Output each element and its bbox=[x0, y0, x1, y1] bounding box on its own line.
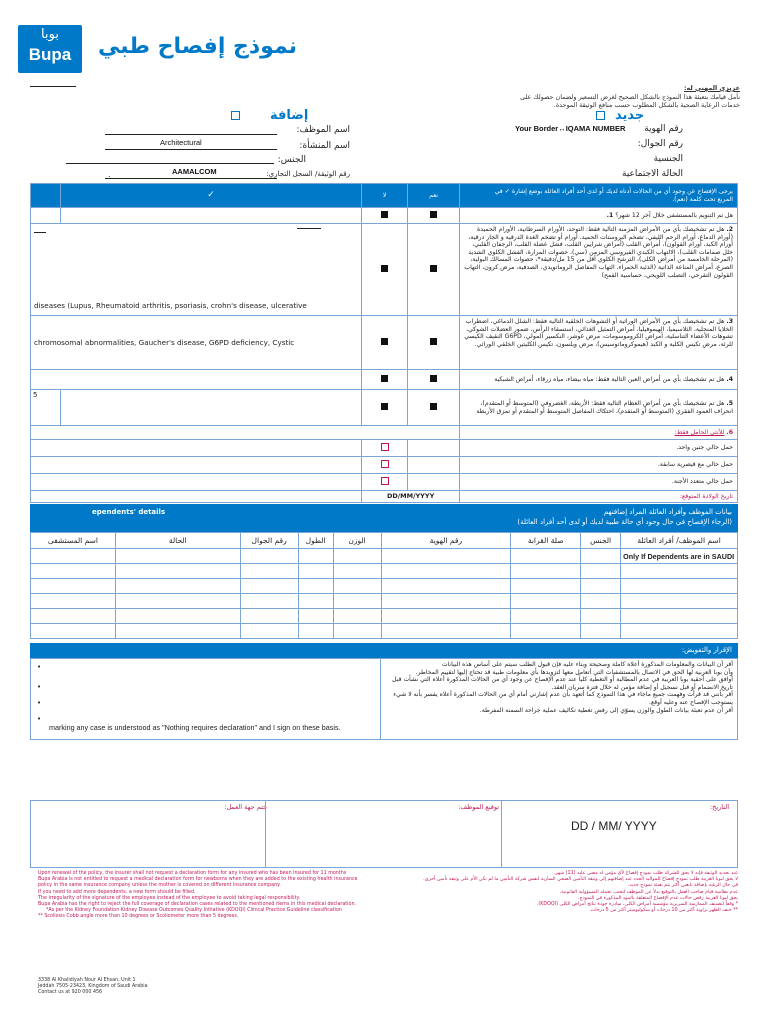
question-no-4[interactable] bbox=[362, 370, 408, 390]
dash-mark-2 bbox=[34, 232, 46, 233]
logo-arabic: بوبا bbox=[41, 27, 59, 42]
declaration-left-panel bbox=[31, 659, 381, 739]
cell[interactable] bbox=[115, 564, 240, 579]
address-line-3: Contact us at 920 000 456 bbox=[38, 990, 103, 996]
cell[interactable] bbox=[621, 624, 738, 639]
question-row-5 bbox=[31, 390, 738, 426]
cell[interactable] bbox=[333, 564, 381, 579]
cell[interactable] bbox=[333, 609, 381, 624]
q6-check-3[interactable] bbox=[362, 474, 408, 491]
cell[interactable] bbox=[115, 624, 240, 639]
question-text-1 bbox=[460, 208, 738, 224]
dependents-header-en: ependents' details bbox=[92, 508, 166, 516]
question-yes-5[interactable] bbox=[408, 390, 460, 426]
employee-name-field[interactable] bbox=[105, 134, 277, 135]
question-row-2 bbox=[31, 224, 738, 316]
questions-header-row bbox=[31, 184, 738, 208]
note-en-7: *As per the Kidney Foundation Kidney Disease Outcomes Quality Initiative (KDOQI) Clinical Practice Guideline classification bbox=[46, 908, 342, 914]
question-row-4 bbox=[31, 370, 738, 390]
question-text-4 bbox=[460, 370, 738, 390]
declaration-en-text: marking any case is understood as "Nothing requires declaration" and I sign on these basis. bbox=[49, 723, 341, 732]
cell[interactable] bbox=[621, 594, 738, 609]
dependent-row bbox=[31, 609, 738, 624]
question-blank-1 bbox=[60, 208, 361, 224]
nationality-label: الجنسية bbox=[653, 154, 683, 164]
dependents-header-row bbox=[31, 533, 738, 549]
note-ar-6: * وفقاً لتصنيف الممارسة السريرية مؤسسة أمراض الكلى، مبادرة جودة نتائج أمراض الكلى (KDOQI). bbox=[536, 902, 738, 908]
decl-bullet-3: • bbox=[37, 699, 42, 707]
cell[interactable] bbox=[298, 609, 333, 624]
q6-text-1: حمل حالي جنين واحد. bbox=[460, 440, 738, 457]
cr-label: رقم الوثيقة/ السجل التجاري: bbox=[266, 170, 350, 178]
no-checkbox-1[interactable] bbox=[381, 211, 388, 218]
dependents-note: Only If Dependents are in SAUDI bbox=[621, 549, 738, 564]
q6-text-3: حمل حالي متعدد الأجنة. bbox=[460, 474, 738, 491]
intro-heading: عزيزي المهني له: bbox=[683, 84, 740, 92]
no-checkbox-2[interactable] bbox=[381, 265, 388, 272]
id-number-label: رقم الهوية bbox=[644, 124, 683, 134]
question-left-3 bbox=[31, 316, 362, 370]
q6-checkbox-1[interactable] bbox=[381, 443, 389, 451]
cell[interactable] bbox=[581, 549, 621, 564]
question-1-label: هل تم التنويم بالمستشفى خلال آخر 12 شهر؟ bbox=[615, 211, 733, 219]
note-ar-4: عدم نظامية قيام صاحب العمل بالتوقيع بدلاً عن الموظف لتجنب تحمله المسؤولية القانونية. bbox=[559, 889, 738, 895]
cell[interactable] bbox=[115, 549, 240, 564]
cell[interactable] bbox=[581, 624, 621, 639]
medical-questions-table bbox=[30, 183, 738, 503]
question-4-num: 4. bbox=[726, 375, 733, 383]
question-yes-4[interactable] bbox=[408, 370, 460, 390]
col-mobile: رقم الجوال bbox=[240, 533, 298, 549]
cell[interactable] bbox=[31, 549, 116, 564]
cr-dot: . bbox=[108, 170, 111, 179]
gender-label: الجنس: bbox=[277, 155, 306, 165]
cell[interactable] bbox=[621, 609, 738, 624]
employee-name-label: اسم الموظف: bbox=[296, 125, 350, 135]
cell[interactable] bbox=[115, 594, 240, 609]
note-ar-5: يحق لبوبا العربية رفض حالات عدم الإفصاح المتعلقة بالبنود المذكورة في النموذج. bbox=[578, 895, 738, 901]
dependent-row bbox=[31, 594, 738, 609]
question-left-4 bbox=[31, 370, 362, 390]
question-6-title-row bbox=[31, 426, 738, 440]
question-yes-2[interactable] bbox=[408, 224, 460, 316]
header-check: ✓ bbox=[60, 184, 361, 208]
question-2-num: 2. bbox=[726, 226, 733, 233]
intro-line-2: خدمات الرعاية الصحية بالشكل المطلوب حسب منافع الوثيقة الموحدة. bbox=[553, 101, 740, 109]
q6-check-2[interactable] bbox=[362, 457, 408, 474]
option-add-checkbox[interactable] bbox=[231, 111, 240, 120]
decl-ar-line-1: أقر أن البيانات والمعلومات المذكورة أعلاه كاملة وصحيحة وبناء عليه فإن قبول الطلب سيتم على أساس هذه البيانات bbox=[441, 661, 733, 668]
notes-en bbox=[38, 871, 368, 921]
q6-check-1[interactable] bbox=[362, 440, 408, 457]
cell[interactable] bbox=[333, 579, 381, 594]
cell[interactable] bbox=[115, 609, 240, 624]
cell[interactable] bbox=[31, 564, 116, 579]
col-condition: الحالة bbox=[115, 533, 240, 549]
declaration-box bbox=[30, 658, 738, 740]
cell[interactable] bbox=[240, 549, 298, 564]
cr-field bbox=[105, 178, 277, 179]
cell[interactable] bbox=[621, 579, 738, 594]
cell[interactable] bbox=[581, 594, 621, 609]
note-en-8: ** Scoliosis Cobb angle more than 10 degrees or Scoliometer more than 5 degrees. bbox=[38, 914, 239, 920]
col-height: الطول bbox=[298, 533, 333, 549]
yes-checkbox-4[interactable] bbox=[430, 375, 437, 382]
question-no-3[interactable] bbox=[362, 316, 408, 370]
bupa-logo bbox=[18, 25, 82, 73]
col-hospital: اسم المستشفى bbox=[31, 533, 116, 549]
question-text-5 bbox=[460, 390, 738, 426]
question-text-2 bbox=[460, 224, 738, 316]
notes-ar bbox=[408, 871, 738, 914]
col-relation: صلة القرابة bbox=[511, 533, 581, 549]
question-5-num: 5. bbox=[726, 399, 733, 407]
company-stamp-area[interactable] bbox=[31, 801, 265, 867]
yes-checkbox-1[interactable] bbox=[430, 211, 437, 218]
cell[interactable] bbox=[333, 549, 381, 564]
q6-title-spacer bbox=[31, 426, 460, 440]
question-no-5[interactable] bbox=[362, 390, 408, 426]
cell[interactable] bbox=[298, 594, 333, 609]
top-rule bbox=[30, 86, 76, 87]
cell[interactable] bbox=[333, 594, 381, 609]
dependent-row bbox=[31, 579, 738, 594]
q6-due-value[interactable]: DD/MM/YYYY bbox=[362, 491, 460, 503]
yes-checkbox-2[interactable] bbox=[430, 265, 437, 272]
q6-checkbox-2[interactable] bbox=[381, 460, 389, 468]
cell[interactable] bbox=[511, 594, 581, 609]
establishment-label: اسم المنشأة: bbox=[299, 141, 350, 151]
note-ar-1: عند تجديد الوثيقة فإنه لا يحق للشركة طلب نموذج إفصاح لأي مؤمن له مضى عليه (11) شهر. bbox=[553, 871, 738, 876]
decl-ar-line-2: وأن بوبا العربية لها الحق في الاتصال بالمستشفيات التي أتعامل معها لتزويدها بأي معلومات طبية قد تحتاج إليها لتقييم المخاطر. bbox=[415, 668, 733, 676]
cell[interactable] bbox=[115, 579, 240, 594]
col-id: رقم الهوية bbox=[381, 533, 511, 549]
cell[interactable] bbox=[240, 579, 298, 594]
q6-num: 6. bbox=[726, 428, 733, 436]
question-left-2 bbox=[31, 224, 362, 316]
q6-blank-2 bbox=[408, 457, 460, 474]
cell[interactable] bbox=[511, 609, 581, 624]
cell[interactable] bbox=[581, 609, 621, 624]
declaration-title: الإقرار والتفويض: bbox=[681, 646, 732, 654]
cell[interactable] bbox=[381, 579, 511, 594]
question-5-label: هل تم تشخيصك بأي من أمراض العظام التالية فقط: الأربطة، الغضروفي (المتوسط أو المتقدم)، انحراف العمود الفقري (المتوسط أو المتقدم)، احتكاك المفاصل المتوسط أو المتقدم أو تمزق الأربطة bbox=[476, 399, 733, 415]
cell[interactable] bbox=[333, 624, 381, 639]
intro-line-1: نأمل قيامك بتعبئة هذا النموذج بالشكل الصحيح لغرض التسعير ولضمان حصولك على bbox=[520, 92, 740, 101]
question-yes-1[interactable] bbox=[408, 208, 460, 224]
question-4-label: هل تم تشخيصك بأي من أمراض العين التالية فقط: مياه بيضاء، مياه زرقاء، أمراض الشبكية bbox=[494, 375, 725, 383]
option-new-label: جديد bbox=[615, 108, 645, 123]
dependents-table bbox=[30, 532, 738, 639]
q6-due-left bbox=[31, 491, 362, 503]
q6-due-row bbox=[31, 491, 738, 503]
decl-ar-line-3: أوافق على أحقية بوبا العربية في عدم المطالبة أو التغطية كلياً عند عدم الإفصاح عن وجود أي من الحالات المذكورة أعلاه التي نشأت قبل تاريخ الانضمام أو قبل تسجيل أو إضافة مؤمن له خلال فترة سريان العقد. bbox=[392, 676, 733, 691]
cell[interactable] bbox=[511, 579, 581, 594]
question-3-en-text: chromosomal abnormalities, Gaucher's disease, G6PD deficiency, Cystic bbox=[34, 337, 295, 347]
header-instructions-text: يرجى الإفصاح عن وجود أي من الحالات أدناه لديك أو لدى أحد أفراد العائلة بوضع إشارة ✓ في المربع تحت كلمة (نعم). bbox=[494, 187, 733, 203]
question-left-5: 5 bbox=[31, 390, 61, 426]
cell[interactable] bbox=[298, 624, 333, 639]
question-blank-5 bbox=[60, 390, 361, 426]
dependents-header-ar-1: بيانات الموظف وأفراد العائلة المراد إضافتهم bbox=[603, 508, 732, 516]
dependent-row bbox=[31, 549, 738, 564]
question-1-num: 1. bbox=[606, 211, 614, 219]
page-title: نموذج إفصاح طبي bbox=[98, 34, 297, 59]
q6-left-1 bbox=[31, 440, 362, 457]
cell[interactable] bbox=[511, 549, 581, 564]
question-2-en-text: diseases (Lupus, Rheumatoid arthritis, psoriasis, crohn's disease, ulcerative bbox=[34, 301, 307, 311]
header-no: لا bbox=[362, 184, 408, 208]
note-ar-2: لا يحق لبوبا العربية طلب نموذج إفصاح للمواليد الجدد عند إضافتهم إلى وثيقة التأمين الصحي السارية لنفس شركة التأمين ما لم تكن الأم على وثيقة تأمين أخرى. bbox=[423, 877, 738, 883]
cell[interactable] bbox=[381, 549, 511, 564]
q6-left-2 bbox=[31, 457, 362, 474]
q6-title-text: للأنثى الحامل فقط: bbox=[674, 428, 725, 436]
gender-field[interactable] bbox=[66, 163, 274, 164]
question-3-num: 3. bbox=[726, 318, 733, 325]
cell[interactable] bbox=[581, 564, 621, 579]
employee-signature-label: توقيع الموظف: bbox=[458, 803, 499, 811]
establishment-field bbox=[105, 149, 277, 150]
col-weight: الوزن bbox=[333, 533, 381, 549]
header-instructions bbox=[460, 184, 738, 208]
cell[interactable] bbox=[621, 564, 738, 579]
q6-row-3 bbox=[31, 474, 738, 491]
yes-checkbox-5[interactable] bbox=[430, 403, 437, 410]
note-en-3: policy in the same insurance company unless the mother is covered on different insurance company. bbox=[38, 883, 281, 889]
decl-bullet-2: • bbox=[37, 683, 42, 691]
option-new-checkbox[interactable] bbox=[596, 111, 605, 120]
company-stamp-label: ختم جهة العمل: bbox=[224, 803, 267, 811]
cell[interactable] bbox=[240, 564, 298, 579]
cell[interactable] bbox=[240, 594, 298, 609]
dash-mark-2b bbox=[297, 228, 321, 229]
signature-box bbox=[30, 800, 738, 868]
date-label: التاريخ: bbox=[709, 803, 729, 811]
question-3-label: هل تم تشخيصك بأي من الأمراض الوراثية أو التشوهات الخلقية التالية فقط: الشلل الدماغي، اضطراب الخلايا المنجلية، الثلاسيميا، الهيموفيليا، أمراض التمثيل الغذائي، استسقاء الرأس، ضمور العضلات الشوكي، تشوهات الأعضاء التناسلية، أمراض الكروموسومات، مرض غوشر، النكسير المولي، G6PD النقيف الكيسي للرئة، مرض تكيس الكلية و الكبد (هيموكروماتوسيس)، مرض ويلسون، تكيس الكليتين الخلقي الوراثي. bbox=[464, 318, 733, 348]
note-en-4: If you need to add more dependents, a new form should be filled. bbox=[38, 889, 196, 895]
declaration-header bbox=[30, 643, 738, 658]
q6-blank-1 bbox=[408, 440, 460, 457]
no-checkbox-4[interactable] bbox=[381, 375, 388, 382]
dependent-row bbox=[31, 624, 738, 639]
logo-english: Bupa bbox=[28, 45, 72, 64]
question-row-1 bbox=[31, 208, 738, 224]
cell[interactable] bbox=[381, 564, 511, 579]
employee-signature-area[interactable] bbox=[266, 801, 500, 867]
cell[interactable] bbox=[298, 579, 333, 594]
decl-ar-line-5: أقر أن عدم تعبئة بيانات الطول والوزن يسوّي إلى رفض تغطية تكاليف عملية جراحة السمنة المفرطة. bbox=[479, 706, 733, 714]
note-en-2: Bupa Arabia is not entitled to request a medical declaration form for newborns when they are added to the existing health insurance bbox=[38, 877, 358, 883]
cell[interactable] bbox=[31, 579, 116, 594]
q6-title bbox=[460, 426, 738, 440]
yes-checkbox-3[interactable] bbox=[430, 338, 437, 345]
cell[interactable] bbox=[381, 594, 511, 609]
cell[interactable] bbox=[381, 609, 511, 624]
note-en-5: The irregularity of the signature of the employee instead of the employee to avoid taking legal responsibility. bbox=[38, 895, 301, 901]
no-checkbox-3[interactable] bbox=[381, 338, 388, 345]
option-add-label: إضافة bbox=[270, 108, 309, 123]
dependents-header-ar-2: (الرجاء الإفصاح في حال وجود أي حالة طبية لديك أو لدى أحد أفراد العائلة) bbox=[517, 518, 732, 526]
marital-status-label: الحالة الاجتماعية bbox=[622, 169, 683, 179]
cell[interactable] bbox=[298, 564, 333, 579]
declaration-ar-text bbox=[387, 661, 733, 714]
decl-bullet-4: • bbox=[37, 715, 42, 723]
cell[interactable] bbox=[511, 564, 581, 579]
question-no-1[interactable] bbox=[362, 208, 408, 224]
header-spacer bbox=[31, 184, 61, 208]
company-address bbox=[38, 978, 148, 997]
q6-row-2 bbox=[31, 457, 738, 474]
cell[interactable] bbox=[31, 609, 116, 624]
q6-blank-3 bbox=[408, 474, 460, 491]
note-en-6: Bupa Arabia has the right to reject the full coverage of declaration cases related to the mentioned items in this medical declaration. bbox=[38, 902, 357, 908]
decl-bullet-1: • bbox=[37, 663, 42, 671]
cell[interactable] bbox=[581, 579, 621, 594]
col-gender: الجنس bbox=[581, 533, 621, 549]
dependent-row bbox=[31, 564, 738, 579]
id-number-value[interactable]: Your Border↔IQAMA NUMBER bbox=[515, 124, 626, 133]
note-en-1: Upon renewal of the policy, the insurer shall not request a declaration form for any insured who has been insured for 11 months bbox=[38, 871, 347, 876]
question-yes-3[interactable] bbox=[408, 316, 460, 370]
cell[interactable] bbox=[31, 594, 116, 609]
cell[interactable] bbox=[240, 609, 298, 624]
question-row-3 bbox=[31, 316, 738, 370]
address-line-1: 3338 Al Khalidiyah Nour Al Ehsan, Unit 1 bbox=[38, 978, 136, 983]
col-name: اسم الموظف/ أفراد العائلة bbox=[621, 533, 738, 549]
q6-left-3 bbox=[31, 474, 362, 491]
cell[interactable] bbox=[31, 624, 116, 639]
date-value[interactable]: DD / MM/ YYYY bbox=[571, 819, 657, 833]
sig-divider-2 bbox=[501, 801, 502, 867]
mobile-label: رقم الجوال: bbox=[637, 139, 683, 149]
header-yes: نعم bbox=[408, 184, 460, 208]
q6-checkbox-3[interactable] bbox=[381, 477, 389, 485]
q6-row-1 bbox=[31, 440, 738, 457]
cell[interactable] bbox=[511, 624, 581, 639]
question-2-label: هل تم تشخيصك بأي من الأمراض المزمنة التالية فقط: التوحد، الأورام السرطانية، الأورام الحميدة (أورام الدماغ، أورام الرحم الليفي، تضخم البروستات الحميد، أورام أو تضخم الغدة الدرقية و الجار درقية، أورام الكبد، أورام القولون)، أمراض القلب (أمراض شرايين القلب، فشل عضلة القلب، الرجفان القلبي، خلل صمامات القلب)، الالتهاب الكبدي الفيروسي المزمن (سي)، حصوات المرارة، الفشل الكلوي الشديد (المرحلة الخامسة من أمراض الكلى)، الترشح الكلوي أقل من 15 مل/دقيقة*، حصوات المسالك البولية، الصرع، أمراض المناعة الذاتية (الذئبة الحمراء، التهاب المفاصل الروماتويدي، الصدفية، مرض كرون، التهاب القولون التقرحي، التصلب اللويحي، حساسية القمح) bbox=[464, 226, 733, 279]
address-line-2: Jeddah 7505-23423, Kingdom of Saudi Arabia bbox=[38, 984, 148, 990]
cell[interactable] bbox=[381, 624, 511, 639]
q6-due-label: تاريخ الولادة المتوقع: bbox=[460, 491, 738, 503]
no-checkbox-5[interactable] bbox=[381, 403, 388, 410]
question-left-1 bbox=[31, 208, 61, 224]
note-ar-3: في حال الرغبة بإضافة تابعين أكثر يتم تعبئة نموذج جديد. bbox=[627, 883, 738, 889]
cr-value[interactable]: AAMALCOM bbox=[172, 167, 217, 176]
q6-text-2: حمل حالي مع قيصرية سابقة. bbox=[460, 457, 738, 474]
dependents-header bbox=[30, 504, 738, 532]
note-ar-7: ** جنف الظهر بزاوية أكثر من 10 درجات أو سكوليوميتر أكثر من 5 درجات. bbox=[589, 908, 738, 914]
decl-ar-line-4: أقر بأنني قد قرأت وفهمت جميع ماجاء في هذا النموذج كما أتعهد بأن عدم إشارتي أمام أي من الحالات المذكورة أعلاه يفسر بأنه لا شيء يستوجب الإفصاح عنه وعليه أوقع. bbox=[393, 691, 733, 706]
question-no-2[interactable] bbox=[362, 224, 408, 316]
intro-text bbox=[470, 84, 740, 110]
question-text-3 bbox=[460, 316, 738, 370]
establishment-value[interactable]: Architectural bbox=[160, 138, 202, 147]
cell[interactable] bbox=[298, 549, 333, 564]
cell[interactable] bbox=[240, 624, 298, 639]
